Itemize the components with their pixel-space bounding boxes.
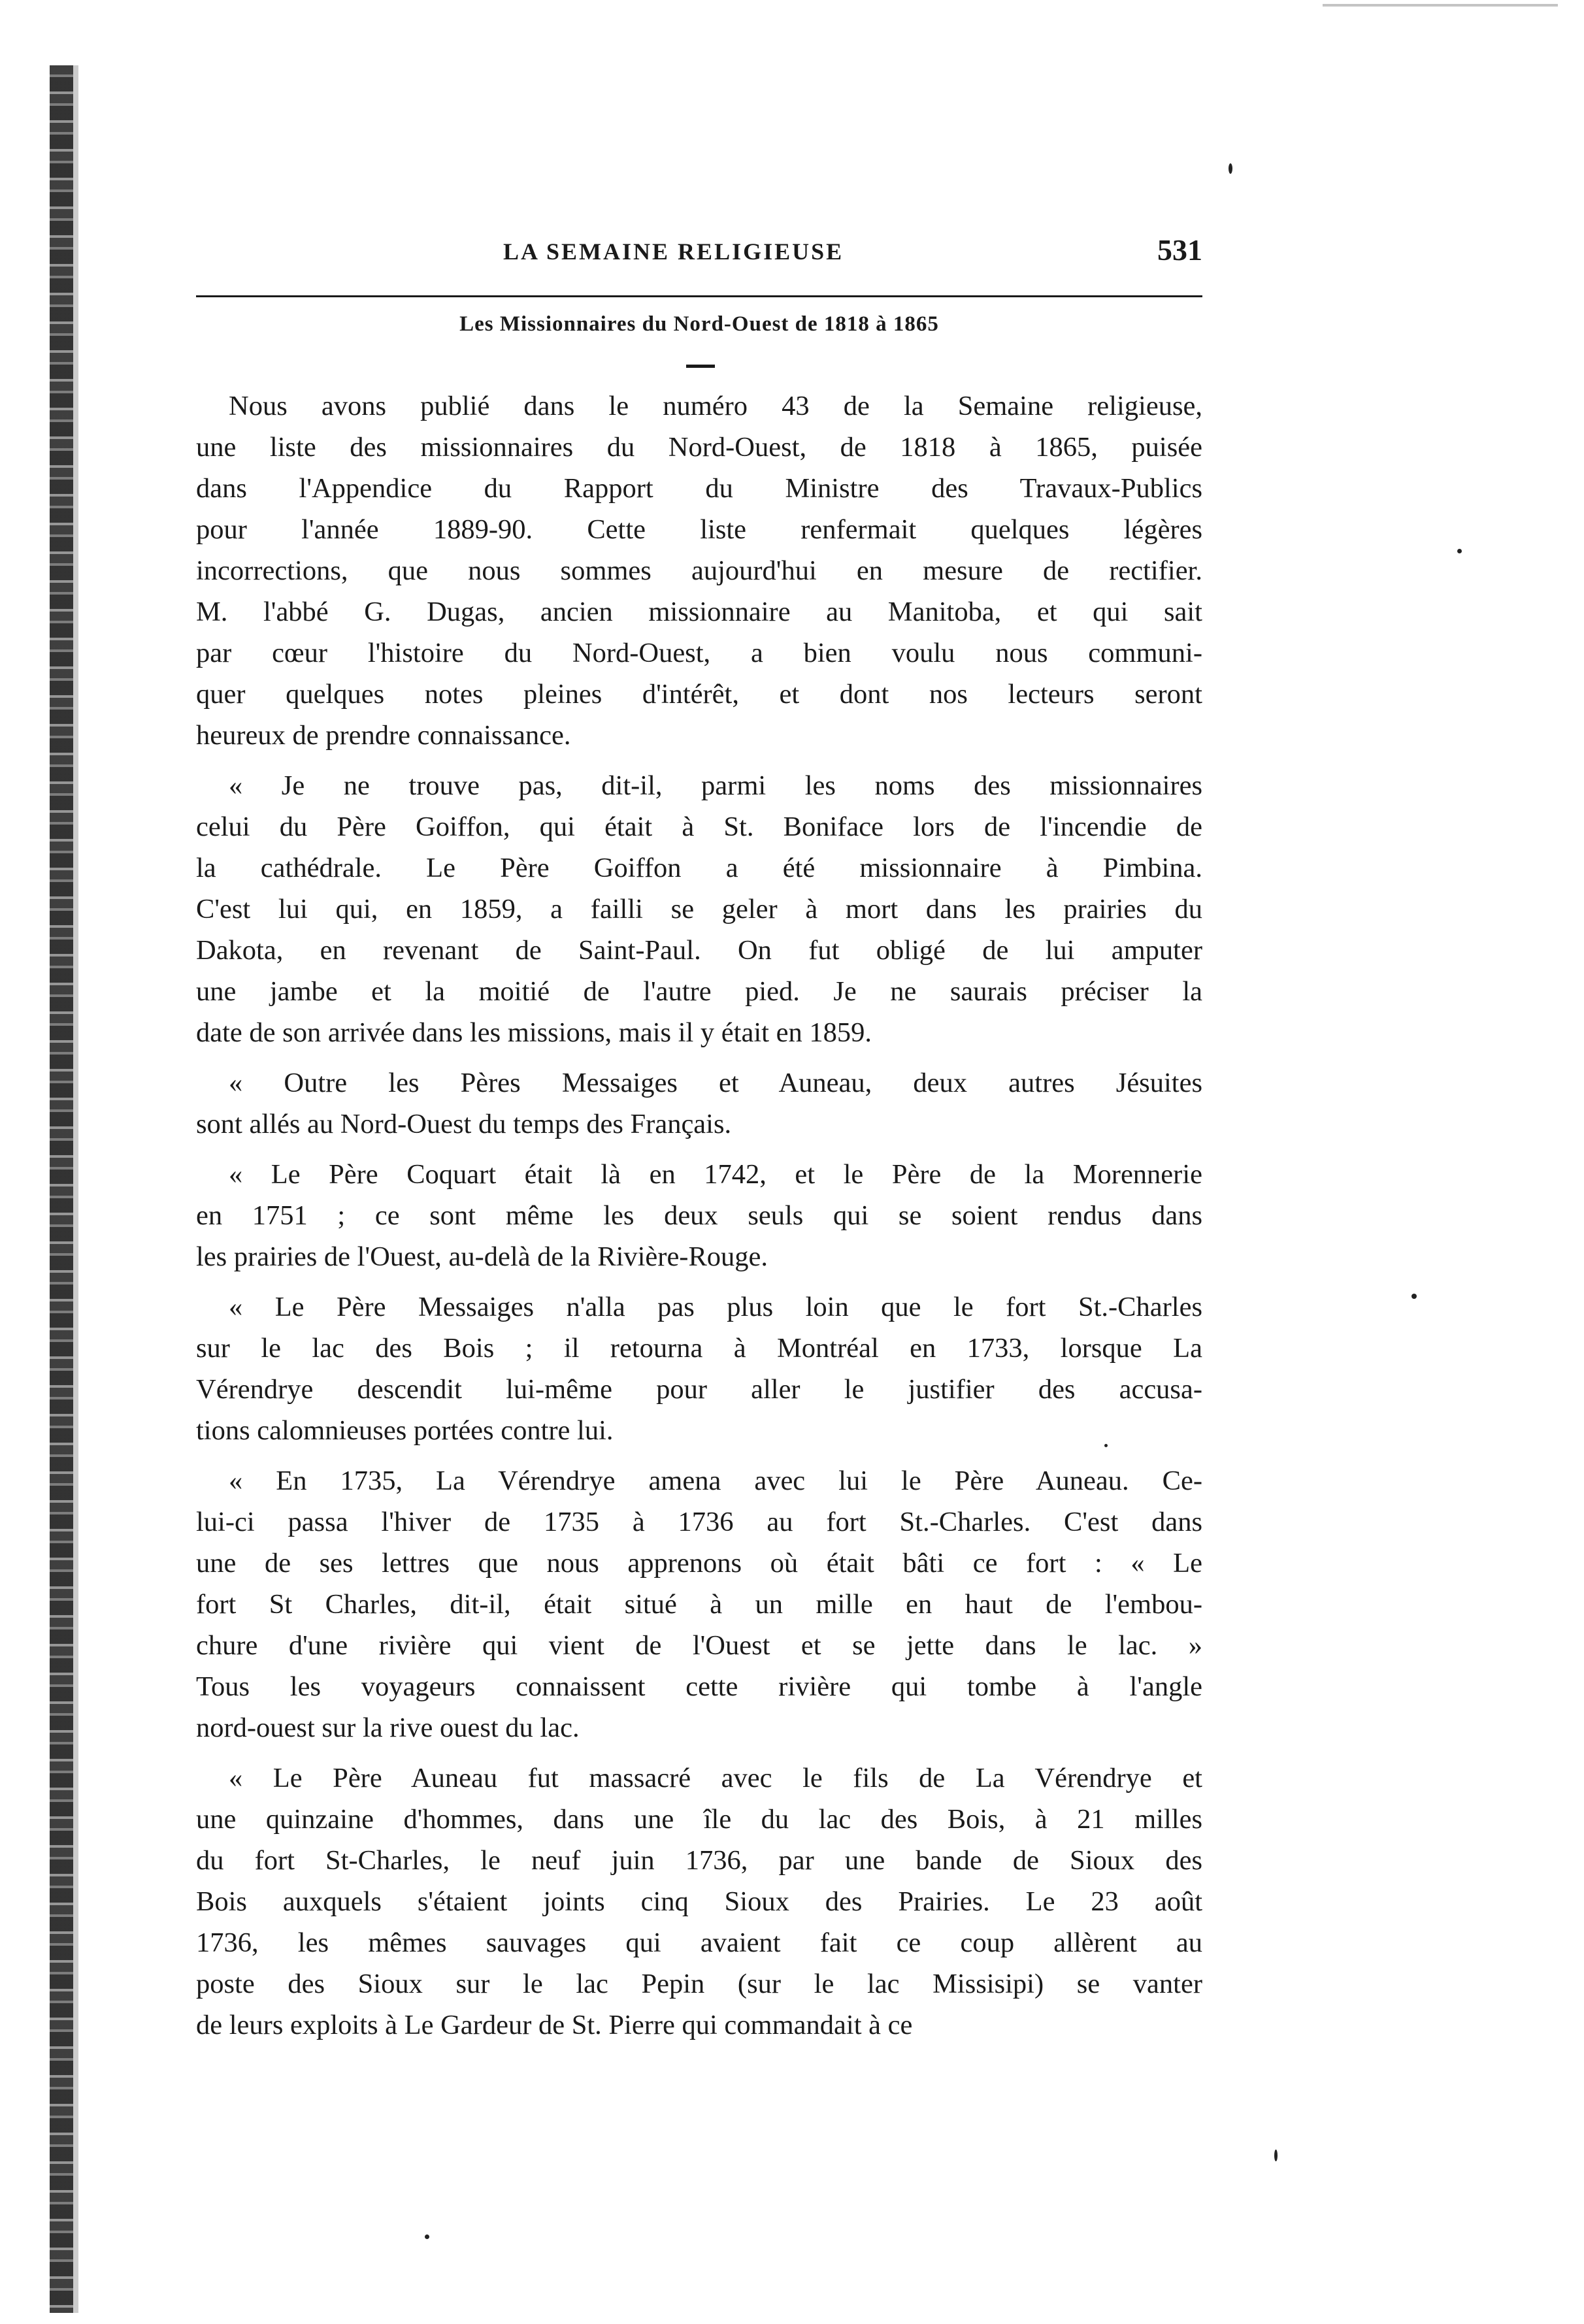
text-line: « Je ne trouve pas, dit-il, parmi les noms des missionnaires xyxy=(229,770,1202,801)
text-line: « En 1735, La Vérendrye amena avec lui le Père Auneau. Ce- xyxy=(229,1465,1202,1496)
text-line: une quinzaine d'hommes, dans une île du lac des Bois, à 21 milles xyxy=(196,1804,1202,1835)
text-line: « Le Père Auneau fut massacré avec le fils de La Vérendrye et xyxy=(229,1763,1202,1793)
running-title: LA SEMAINE RELIGIEUSE xyxy=(503,238,844,265)
text-line: du fort St-Charles, le neuf juin 1736, par une bande de Sioux des xyxy=(196,1845,1202,1876)
text-line: une jambe et la moitié de l'autre pied. Je ne saurais préciser la xyxy=(196,976,1202,1007)
binding-shadow xyxy=(73,65,78,2313)
scan-speck xyxy=(1457,549,1462,553)
text-line: Tous les voyageurs connaissent cette rivière qui tombe à l'angle xyxy=(196,1671,1202,1702)
text-line: en 1751 ; ce sont même les deux seuls qui se soient rendus dans xyxy=(196,1200,1202,1231)
scan-speck xyxy=(425,2234,429,2239)
text-line: tions calomnieuses portées contre lui. xyxy=(196,1415,614,1446)
text-line: incorrections, que nous sommes aujourd'hui en mesure de rectifier. xyxy=(196,555,1202,586)
text-line: « Le Père Coquart était là en 1742, et le Père de la Morennerie xyxy=(229,1159,1202,1190)
text-line: une liste des missionnaires du Nord-Ouest, de 1818 à 1865, puisée xyxy=(196,432,1202,463)
text-line: la cathédrale. Le Père Goiffon a été missionnaire à Pimbina. xyxy=(196,853,1202,883)
text-line: chure d'une rivière qui vient de l'Ouest et se jette dans le lac. » xyxy=(196,1630,1202,1661)
paragraph xyxy=(196,1460,1202,1748)
text-line: C'est lui qui, en 1859, a failli se geler à mort dans les prairies du xyxy=(196,894,1202,925)
paragraph xyxy=(196,385,1202,756)
text-line: celui du Père Goiffon, qui était à St. Boniface lors de l'incendie de xyxy=(196,811,1202,842)
paragraph xyxy=(196,1062,1202,1145)
text-line: les prairies de l'Ouest, au-delà de la Rivière-Rouge. xyxy=(196,1241,768,1272)
text-line: sur le lac des Bois ; il retourna à Montréal en 1733, lorsque La xyxy=(196,1333,1202,1364)
binding-edge xyxy=(50,65,73,2313)
text-line: pour l'année 1889-90. Cette liste renfermait quelques légères xyxy=(196,514,1202,545)
text-line: Nous avons publié dans le numéro 43 de la Semaine religieuse, xyxy=(229,391,1202,421)
text-line: heureux de prendre connaissance. xyxy=(196,720,571,751)
paragraph xyxy=(196,765,1202,1053)
paragraph xyxy=(196,1154,1202,1277)
text-line: date de son arrivée dans les missions, mais il y était en 1859. xyxy=(196,1017,872,1048)
paragraph-gap xyxy=(196,1451,1202,1460)
running-head xyxy=(196,231,1202,270)
paragraph-gap xyxy=(196,1145,1202,1154)
page-number: 531 xyxy=(1157,233,1202,267)
text-line: de leurs exploits à Le Gardeur de St. Pierre qui commandait à ce xyxy=(196,2010,913,2040)
text-line: 1736, les mêmes sauvages qui avaient fait ce coup allèrent au xyxy=(196,1927,1202,1958)
text-line: par cœur l'histoire du Nord-Ouest, a bien voulu nous communi- xyxy=(196,638,1202,668)
paragraph-gap xyxy=(196,1277,1202,1286)
text-line: Dakota, en revenant de Saint-Paul. On fut obligé de lui amputer xyxy=(196,935,1202,966)
text-line: quer quelques notes pleines d'intérêt, et dont nos lecteurs seront xyxy=(196,679,1202,710)
text-line: M. l'abbé G. Dugas, ancien missionnaire au Manitoba, et qui sait xyxy=(196,597,1202,627)
text-line: une de ses lettres que nous apprenons où était bâti ce fort : « Le xyxy=(196,1548,1202,1579)
paragraph xyxy=(196,1286,1202,1451)
header-rule xyxy=(196,295,1202,297)
article-title: Les Missionnaires du Nord-Ouest de 1818 à 1865 xyxy=(459,312,939,336)
paragraph-gap xyxy=(196,1053,1202,1062)
text-line: « Le Père Messaiges n'alla pas plus loin que le fort St.-Charles xyxy=(229,1292,1202,1322)
scan-speck xyxy=(1411,1294,1417,1299)
text-line: « Outre les Pères Messaiges et Auneau, deux autres Jésuites xyxy=(229,1068,1202,1098)
text-line: sont allés au Nord-Ouest du temps des Français. xyxy=(196,1109,732,1139)
scan-speck xyxy=(1274,2150,1278,2161)
text-line: lui-ci passa l'hiver de 1735 à 1736 au fort St.-Charles. C'est dans xyxy=(196,1507,1202,1537)
text-line: dans l'Appendice du Rapport du Ministre des Travaux-Publics xyxy=(196,473,1202,504)
scan-speck xyxy=(1229,163,1232,174)
paragraph xyxy=(196,1758,1202,2046)
text-line: poste des Sioux sur le lac Pepin (sur le lac Missisipi) se vanter xyxy=(196,1969,1202,1999)
text-line: Bois auxquels s'étaient joints cinq Sioux des Prairies. Le 23 août xyxy=(196,1886,1202,1917)
paragraph-gap xyxy=(196,756,1202,765)
paragraph-gap xyxy=(196,1748,1202,1758)
text-line: fort St Charles, dit-il, était situé à un mille en haut de l'embou- xyxy=(196,1589,1202,1620)
text-line: Vérendrye descendit lui-même pour aller le justifier des accusa- xyxy=(196,1374,1202,1405)
text-line: nord-ouest sur la rive ouest du lac. xyxy=(196,1712,580,1743)
article-body xyxy=(196,385,1202,2046)
scan-artifact xyxy=(1323,4,1558,7)
title-dash xyxy=(686,365,715,368)
